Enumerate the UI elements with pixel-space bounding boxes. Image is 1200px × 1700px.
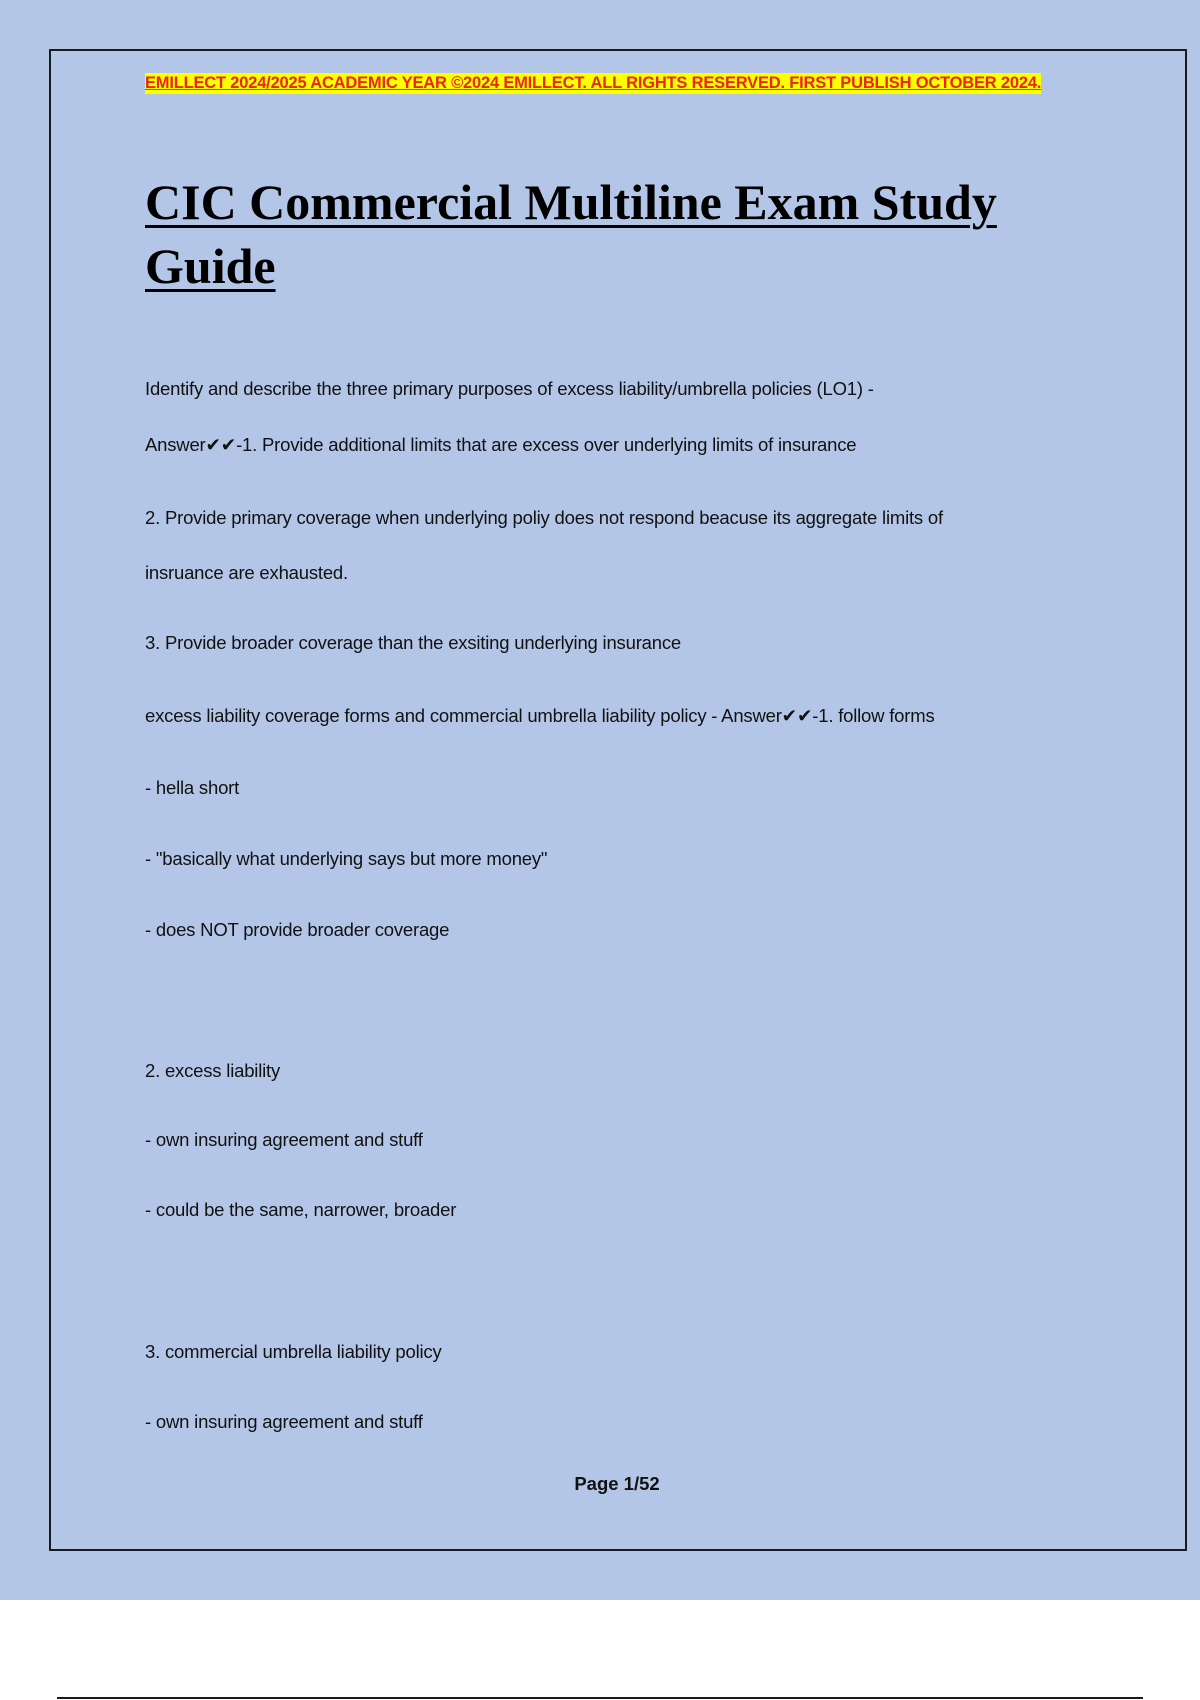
list-item-heading: 2. excess liability bbox=[145, 1060, 281, 1081]
bullet-line: - "basically what underlying says but more money" bbox=[145, 848, 548, 869]
bullet-line: - own insuring agreement and stuff bbox=[145, 1129, 423, 1150]
list-item-heading: 3. commercial umbrella liability policy bbox=[145, 1341, 442, 1362]
bullet-line: - own insuring agreement and stuff bbox=[145, 1411, 423, 1432]
answer-line: insruance are exhausted. bbox=[145, 562, 348, 583]
page-number: Page 1/52 bbox=[574, 1473, 660, 1494]
question-line: Identify and describe the three primary purposes of excess liability/umbrella policies (LO1) - bbox=[145, 378, 874, 399]
question-line: excess liability coverage forms and commercial umbrella liability policy - Answer✔✔-1. follow forms bbox=[145, 705, 935, 726]
document-title: CIC Commercial Multiline Exam Study Guide bbox=[145, 174, 997, 294]
bottom-divider bbox=[57, 1697, 1143, 1699]
answer-line: 3. Provide broader coverage than the exsiting underlying insurance bbox=[145, 632, 681, 653]
bullet-line: - does NOT provide broader coverage bbox=[145, 919, 450, 940]
copyright-banner: EMILLECT 2024/2025 ACADEMIC YEAR ©2024 EMILLECT. ALL RIGHTS RESERVED. FIRST PUBLISH OCTOBER 2024. bbox=[145, 74, 1042, 92]
answer-line: 2. Provide primary coverage when underlying poliy does not respond beacuse its aggregate limits of bbox=[145, 507, 943, 528]
bullet-line: - hella short bbox=[145, 777, 240, 798]
bullet-line: - could be the same, narrower, broader bbox=[145, 1199, 457, 1220]
answer-line: Answer✔✔-1. Provide additional limits that are excess over underlying limits of insurance bbox=[145, 434, 857, 455]
